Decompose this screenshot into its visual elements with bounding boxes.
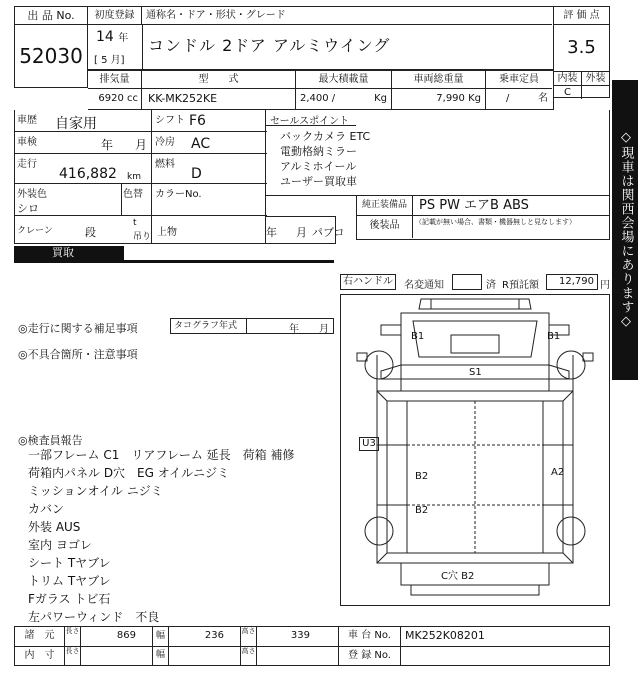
standard-equipment-label: 純正装備品 [357,196,413,216]
fuel-value: D [191,166,202,182]
model-label: 通称名・ドア・形状・グレード [142,7,552,25]
notice-label: 名変通知 [404,280,444,291]
divider [121,184,122,216]
score-box [554,6,610,98]
mileage-label: 走行 [17,159,37,170]
inspector-report-list [28,446,295,626]
fuel-label: 燃料 [155,159,175,170]
recycle-label: 済 [486,280,496,291]
height-value: 339 [257,627,339,646]
tacho-label: タコグラフ年式 [171,319,247,333]
inspector-line: トリム Tヤブレ [28,574,111,588]
divider [142,25,143,71]
damage-mark: B2 [415,471,429,482]
row-color [15,184,267,216]
spec-row [88,70,554,110]
inspector-line: ミッションオイル ニジミ [28,484,163,498]
recycle-deposit-value: 12,790 [546,274,598,290]
driving-notes-label: ◎走行に関する補足事項 [18,322,138,335]
crane-ton: t [133,218,137,228]
inspector-line: 一部フレーム C1 リアフレーム 延長 荷箱 補修 [28,448,295,462]
ac-value: AC [191,136,211,152]
displacement-label: 排気量 [88,71,142,89]
inner-width-label: 幅 [153,647,169,665]
loaded-month: 月 [296,226,307,239]
color-change-label: 色替 [123,189,143,200]
interior-label: 内装 [554,72,582,86]
truck-outline [341,295,609,605]
purchase-bar [14,260,334,263]
damage-mark: A2 [551,467,565,478]
grade-row [554,71,610,99]
ext-color-label: 外装色 [17,189,47,200]
inspection-month: 月 [135,138,148,152]
recycle-deposit-label: R預託額 [502,280,539,291]
lot-label: 出 品 No. [15,7,87,25]
interior-grade: C [554,86,582,99]
inspector-line: 室内 ヨゴレ [28,538,92,552]
size-label: 諸 元 [15,627,65,646]
score-label: 評 価 点 [554,7,609,25]
shift-value: F6 [189,113,206,129]
sales-points-label: セールスポイント [270,116,350,127]
sales-point-item: 電動格納ミラー [280,145,357,158]
length-label: 長さ [65,627,81,646]
inner-height-value [257,647,339,665]
footer-row-inner [15,647,609,665]
title-box [88,6,554,70]
type-label: 型 式 [142,71,296,89]
width-value: 236 [169,627,241,646]
sales-points-list [280,128,370,188]
tacho-year: 年 [289,324,299,335]
tacho-box [170,318,334,334]
length-value: 869 [81,627,153,646]
divider [151,184,152,216]
defects-label: ◎不具合箇所・注意事項 [18,348,138,361]
ext-color-value: シロ [17,202,39,215]
inner-size-label: 内 寸 [15,647,65,665]
damage-mark: C穴 B2 [441,571,475,582]
inner-height-label: 高さ [241,647,257,665]
sales-point-item: アルミホイール [280,160,357,173]
displacement-value: 6920 cc [88,89,142,109]
exterior-label: 外装 [582,72,609,86]
damage-mark: B1 [411,331,425,342]
divider [151,216,152,244]
inspection-label: 車検 [17,137,37,148]
inspector-line: Fガラス トビ石 [28,592,111,606]
crane-label: クレーン [17,226,53,236]
purchase-badge: 買取 [14,246,124,260]
capacity-label: 乗車定員 [486,71,552,89]
row-history [15,110,267,132]
history-value: 自家用 [55,116,97,132]
aftermarket-note: （記載が無い場合、書類・機器無しと見なします） [415,218,576,226]
gross-weight-value: 7,990 Kg [392,89,486,109]
location-banner-text: ◇現車は関西会場にあります◇ [618,130,634,330]
capacity-value: / 名 [506,93,548,104]
score-value: 3.5 [567,37,596,58]
first-reg-year: 14 年 [96,29,129,45]
mileage-unit: km [127,172,141,182]
first-reg-month: [ 5 月] [94,55,125,66]
vehicle-info-table [14,110,266,244]
damage-diagram [340,294,610,606]
footer-row-dimensions [15,627,609,647]
type-value: KK-MK252KE [142,89,296,109]
sales-point-item: ユーザー買取車 [280,175,357,188]
yen-label: 円 [600,280,610,291]
damage-mark: S1 [469,367,482,378]
row-crane [15,216,267,244]
first-reg-label: 初度登録 [88,7,142,25]
chassis-value: MK252K08201 [405,629,485,642]
shift-label: シフト [155,115,185,126]
inspector-report-label: ◎検査員報告 [18,434,83,447]
divider [151,132,152,154]
inspector-line: カバン [28,502,65,516]
inspector-line: 外装 AUS [28,520,81,534]
rhd-badge: 右ハンドル [340,274,396,290]
divider [151,110,152,132]
height-label: 高さ [241,627,257,646]
loaded-maker: パブコ [312,226,345,239]
footer-table [14,626,610,666]
damage-mark-boxed: U3 [359,437,379,451]
row-inspection [15,132,267,154]
model-name: コンドル 2ドア アルミウイング [148,36,391,55]
damage-mark: B1 [547,331,561,342]
lot-box [14,6,88,88]
mileage-value: 416,882 [59,166,117,182]
damage-mark: B2 [415,505,429,516]
history-label: 車歴 [17,115,37,126]
inspector-line: シート Tヤブレ [28,556,111,570]
inspection-year: 年 [101,138,114,152]
loaded-label: 上物 [157,227,177,238]
tacho-month: 月 [319,324,329,335]
crane-hook: 吊り [133,232,152,242]
width-label: 幅 [153,627,169,646]
inspector-line: 荷箱内パネル D穴 EG オイルニジミ [28,466,230,480]
lot-number: 52030 [19,44,83,68]
inner-length-value [81,647,153,665]
row-mileage [15,154,267,184]
registration-label: 登 録 No. [339,647,401,665]
max-load-label: 最大積載量 [296,71,392,89]
ac-label: 冷房 [155,137,175,148]
standard-equipment-value: PS PW エアB ABS [413,196,609,216]
sales-points-box [266,110,610,196]
notice-box [452,274,482,290]
location-banner [612,80,638,380]
inner-width-value [169,647,241,665]
equipment-box [356,196,610,240]
aftermarket-label: 後装品 [357,216,413,238]
chassis-label: 車 台 No. [339,627,401,646]
divider [151,154,152,184]
sales-point-item: バックカメラ ETC [280,130,371,143]
max-load-value: 2,400 / Kg [296,89,392,109]
inner-length-label: 長さ [65,647,81,665]
gross-weight-label: 車両総重量 [392,71,486,89]
crane-stage: 段 [85,226,96,239]
divider [266,125,356,126]
inspector-line: 左パワーウィンド 不良 [28,610,160,624]
color-number-label: カラーNo. [155,189,202,200]
loaded-year: 年 [266,226,277,239]
